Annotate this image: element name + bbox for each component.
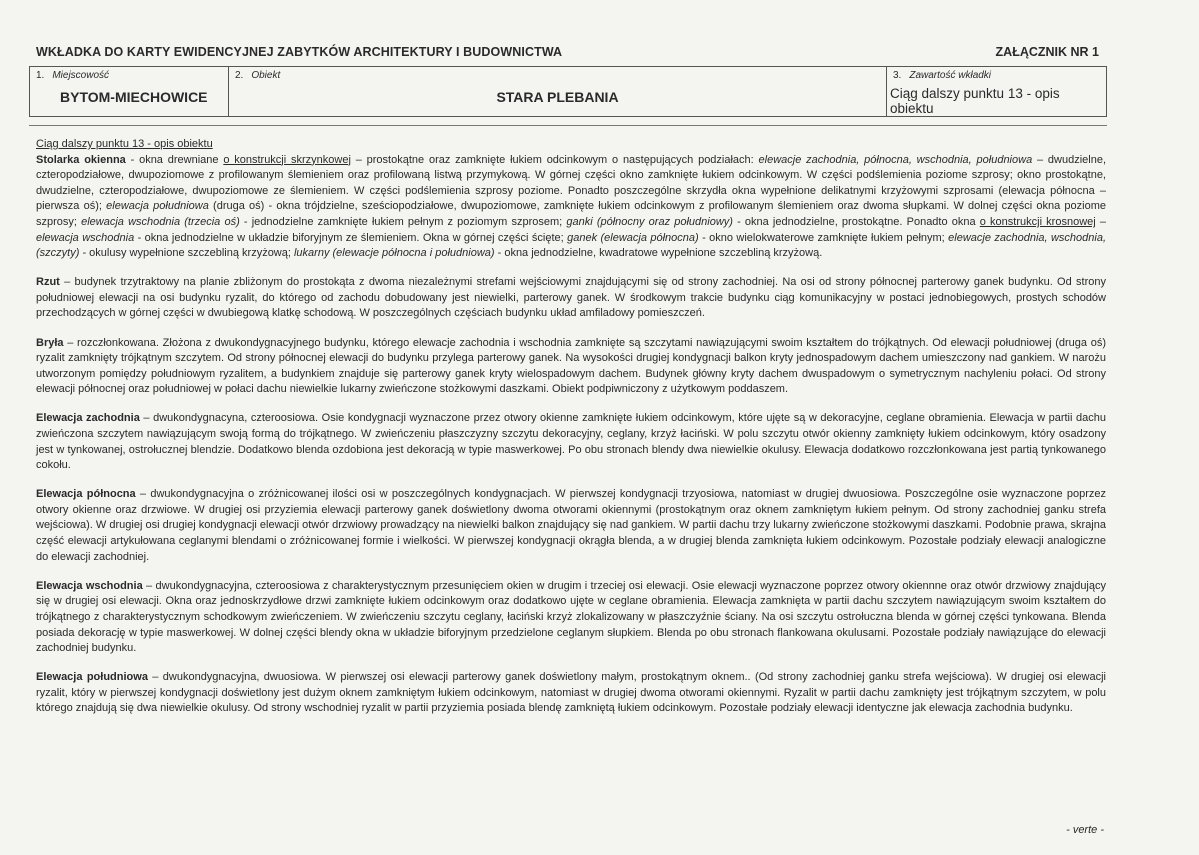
verte-note: - verte -: [1066, 824, 1104, 836]
field-locality-label: 1. Miejscowość: [36, 70, 110, 81]
field-contents: [887, 67, 1106, 116]
paragraph-north-elevation: Elewacja północna – dwukondygnacyjna o zróżnicowanej ilości osi w poszczególnych kondygnacjach. W pierwszej kondygnacji trzyosiowa, natomiast w drugiej dwuosiowa. Poszczególne osie wyznaczone poprzez otwory okienne oraz drzwiowe. W drugiej osi przyziemia elewacji parterowy ganek doświetlony dwoma otworami okiennymi (prostokątnym oraz oknem zamkniętym łukiem pełnym. Od strony zachodniej ganku strefa wejściowa). W drugiej osi drugiej kondygnacji elewacji otwór drzwiowy prowadzący na niewielki balkon znajdujący się nad gankiem. W partii dachu trzy lukarny zwieńczone stożkowymi daszkami. Podobnie prawa, skrajna część elewacji artykułowana ceglanymi blendami o zróżnicowanej formie i wielkości. W pierwszej kondygnacji okrągła blenda, a w drugiej blenda zamknięta łukiem odcinkowym. Pozostałe podziały elewacji analogiczne do elewacji zachodniej.: [36, 488, 1107, 563]
field-contents-label: 3. Zawartość wkładki: [893, 70, 992, 81]
paragraph-west-elevation: Elewacja zachodnia – dwukondygnacyna, czteroosiowa. Osie kondygnacji wyznaczone przez otwory okienne zamknięte łukiem odcinkowym, które ujęte są w dekoracyjne, ceglane obramienia. Elewacja w partii dachu zwieńczona szczytem nawiązującym swoją formą do trójkątnego. W zwieńczeniu płaszczyzny szczytu dekoracyjny, ceglany, krzyż łaciński. W polu szczytu otwór okienny zamknięty łukiem odcinkowym, który osadzony jest w tynkowanej, ostrołucznej blendzie. Dodatkowo blenda ozdobiona jest dekoracją w typie maswerkowej. Po obu stronach blendy dwa niewielkie okulusy. Elewacja dodatkowo rozczłonkowana jest partią tynkowanego cokołu.: [36, 412, 1106, 472]
section-heading: Ciąg dalszy punktu 13 - opis obiektu: [36, 138, 213, 150]
annex-label: ZAŁĄCZNIK NR 1: [995, 45, 1099, 59]
paragraph-plan: Rzut – budynek trzytraktowy na planie zbliżonym do prostokąta z dwoma niezależnymi strefami wejściowymi znajdującymi się od strony zachodniej. Na osi od strony północnej parterowy ganek budynku. Od strony południowej elewacji na osi budynku ryzalit, do którego od zachodu dobudowany jest niewielki, parterowy ganek. W środkowym trakcie budynku ciąg komunikacyjny w postaci jednobiegowych, prostych schodów przechodzących w górnej części w dwubiegową klatkę schodową. W poszczególnych częściach budynku układ amfiladowy pomieszczeń.: [36, 276, 1106, 320]
field-contents-value: Ciąg dalszy punktu 13 - opis obiektu: [890, 86, 1060, 116]
document-body: [36, 137, 1106, 731]
field-object: [229, 67, 887, 116]
field-locality: [30, 67, 229, 116]
header-divider: [29, 125, 1107, 126]
paragraph-east-elevation: Elewacja wschodnia – dwukondygnacyjna, czteroosiowa z charakterystycznym przesunięciem okien w drugim i trzeciej osi elewacji. Osie elewacji wyznaczone poprzez otwory okiennne oraz otwór drzwiowy znajdujący się w drugiej osi elewacji. Okna oraz jednoskrzydłowe drzwi zamknięte łukiem odcinkowym oraz dodatkowo ujęte w ceglane obramienia. Elewacja zamknięta w partii dachu szczytem nawiązującym swoim kształtem do trójkątnego z charakterystycznym schodkowym zwieńczeniem. W zwieńczeniu szczytu ceglany, łaciński krzyż zlokalizowany w płaszczyźnie ściany. Na osi szczytu ostrołuczna blenda w górnej części tynkowana. Blenda posiada dekorację w typie maswerkowej. W dolnej części blendy okna w układzie biforyjnym przedzielone ceglanym słupkiem. Blenda po obu stronach flankowana okulusami. Pozostałe podziały nawiązujące do elewacji zachodniej budynku.: [36, 579, 1106, 655]
header-fields-box: [29, 66, 1107, 117]
document-title: WKŁADKA DO KARTY EWIDENCYJNEJ ZABYTKÓW ARCHITEKTURY I BUDOWNICTWA: [36, 45, 563, 59]
paragraph-window-joinery: Stolarka okienna - okna drewniane o konstrukcji skrzynkowej – prostokątne oraz zamknięte łukiem odcinkowym o następujących podziałach: elewacje zachodnia, północna, wschodnia, południowa – dwudzielne, czteropodziałowe, dwupoziomowe z profilowanym ślemieniem oraz profilowaną listwą przymykową. W górnej części okno zamknięte łukiem odcinkowym. W części podślemienia poziome szprosy; okno prostokątne, dwudzielne, czteropodziałowe, dwupoziomowe ze ślemieniem. W części podślemienia szprosy poziome. Ponadto poszczególne skrzydła okna wypełnione delikatnymi krzyżowymi szprosami (elewacja północna – pierwsza oś); elewacja południowa (druga oś) - okna trójdzielne, sześciopodziałowe, dwupoziomowe, zamknięte łukiem odcinkowym z profilowanym ślemieniem oraz dwoma słupkami. W dolnej części okna poziome szprosy; elewacja wschodnia (trzecia oś) - jednodzielne zamknięte łukiem pełnym z poziomym szprosem; ganki (północny oraz południowy) - okna jednodzielne, prostokątne. Ponadto okna o konstrukcji krosnowej – elewacja wschodnia - okna jednodzielne w układzie biforyjnym ze ślemieniem. Okna w górnej części ścięte; ganek (elewacja północna) - okno wielokwaterowe zamknięte łukiem pełnym; elewacje zachodnia, wschodnia, (szczyty) - okulusy wypełnione szczebliną krzyżową; lukarny (elewacje północna i południowa) - okna jednodzielne, kwadratowe wypełnione szczebliną krzyżową.: [36, 153, 1107, 260]
field-object-label: 2. Obiekt: [235, 70, 281, 81]
field-locality-value: BYTOM-MIECHOWICE: [60, 89, 208, 105]
field-object-value: STARA PLEBANIA: [496, 89, 619, 105]
paragraph-massing: Bryła – rozczłonkowana. Złożona z dwukondygnacyjnego budynku, którego elewacje zachodnia i wschodnia zamknięte są szczytami nawiązującymi swoim kształtem do trójkątnych. Od elewacji południowej (druga oś) ryzalit zamknięty trójkątnym szczytem. Od strony północnej elewacji do budynku przylega parterowy ganek. Na wysokości drugiej kondygnacji balkon kryty jednospadowym dachem umieszczony nad gankiem. W narożu utworzonym pomiędzy południowym ryzalitem, a budynkiem znajduje się parterowy ganek kryty wielospadowym dachem. Budynek główny kryty dachem dwuspadowym o symetrycznym nachyleniu połaci. Od strony elewacji północnej oraz południowej w połaci dachu niewielkie lukarny zwieńczone stożkowymi daszkami. Obiekt podpiwniczony z użytkowym poddaszem.: [36, 336, 1106, 396]
paragraph-south-elevation: Elewacja południowa – dwukondygnacyjna, dwuosiowa. W pierwszej osi elewacji parterowy ganek doświetlony małym, prostokątnym oknem.. (Od strony zachodniej ganku strefa wejściowa). W drugiej osi elewacji ryzalit, który w pierwszej kondygnacji doświetlony jest dużym oknem zamkniętym łukiem odcinkowym, natomiast w drugiej dwoma otworami okiennymi. Ryzalit w partii dachu zamknięty jest trójkątnym szczytem, w polu którego znajdują się dwa niewielkie okulusy. Od strony wschodniej ryzalit w partii przyziemia posiada blendę zamkniętą łukiem odcinkowym. Pozostałe podziały elewacji identyczne jak elewacja zachodnia budynku.: [36, 671, 1106, 715]
